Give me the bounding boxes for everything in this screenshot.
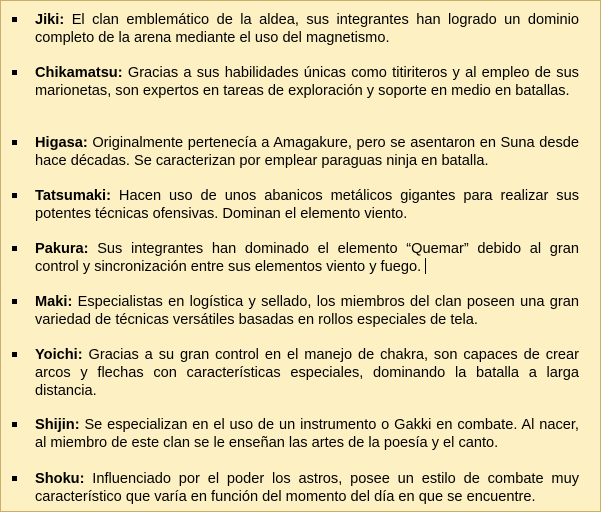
clan-name: Yoichi: [35,347,83,363]
clan-name: Tatsumaki: [35,188,111,204]
clan-entry [35,134,579,170]
bullet-square-icon [12,246,17,251]
clan-description: Se especializan en el uso de un instrumento o Gakki en combate. Al nacer, al miembro de este clan se le enseñan las artes de la poesía y el canto. [35,417,579,451]
clan-entry [35,470,579,506]
bullet-square-icon [12,70,17,75]
bullet-square-icon [12,422,17,427]
bullet-square-icon [12,193,17,198]
clan-description: Especialistas en logística y sellado, los miembros del clan poseen una gran variedad de técnicas versátiles basadas en rollos especiales de tela. [35,294,579,328]
bullet-square-icon [12,476,17,481]
clan-name: Shijin: [35,417,80,433]
clan-description: Influenciado por el poder los astros, posee un estilo de combate muy característico que varía en función del momento del día en que se encuentre. [35,471,579,505]
clan-description: Originalmente pertenecía a Amagakure, pero se asentaron en Suna desde hace décadas. Se caracterizan por emplear paraguas ninja en batalla. [35,135,579,169]
bullet-square-icon [12,140,17,145]
clan-description: Sus integrantes han dominado el elemento “Quemar” debido al gran control y sincronización entre sus elementos viento y fuego. [35,241,580,275]
clan-entry [35,293,579,329]
clan-description: Gracias a sus habilidades únicas como titiriteros y al empleo de sus marionetas, son expertos en tareas de exploración y soporte en medio en batallas. [35,65,579,99]
clan-entry [35,346,579,400]
clan-entry [35,187,579,223]
clan-description: Gracias a su gran control en el manejo de chakra, son capaces de crear arcos y flechas con características especiales, dominando la batalla a larga distancia. [35,347,579,399]
clan-description: El clan emblemático de la aldea, sus integrantes han logrado un dominio completo de la arena mediante el uso del magnetismo. [35,12,579,46]
clan-description: Hacen uso de unos abanicos metálicos gigantes para realizar sus potentes técnicas ofensivas. Dominan el elemento viento. [35,188,579,222]
bullet-square-icon [12,17,17,22]
clan-entry [35,11,579,47]
clan-entry [35,64,579,100]
clan-name: Higasa: [35,135,88,151]
bullet-square-icon [12,352,17,357]
text-cursor [425,258,426,274]
clan-name: Jiki: [35,12,65,28]
bullet-square-icon [12,299,17,304]
clan-name: Chikamatsu: [35,65,123,81]
clan-name: Shoku: [35,471,85,487]
clan-name: Maki: [35,294,73,310]
clan-entry [35,416,579,452]
clan-name: Pakura: [35,241,89,257]
clan-entry [35,240,579,276]
